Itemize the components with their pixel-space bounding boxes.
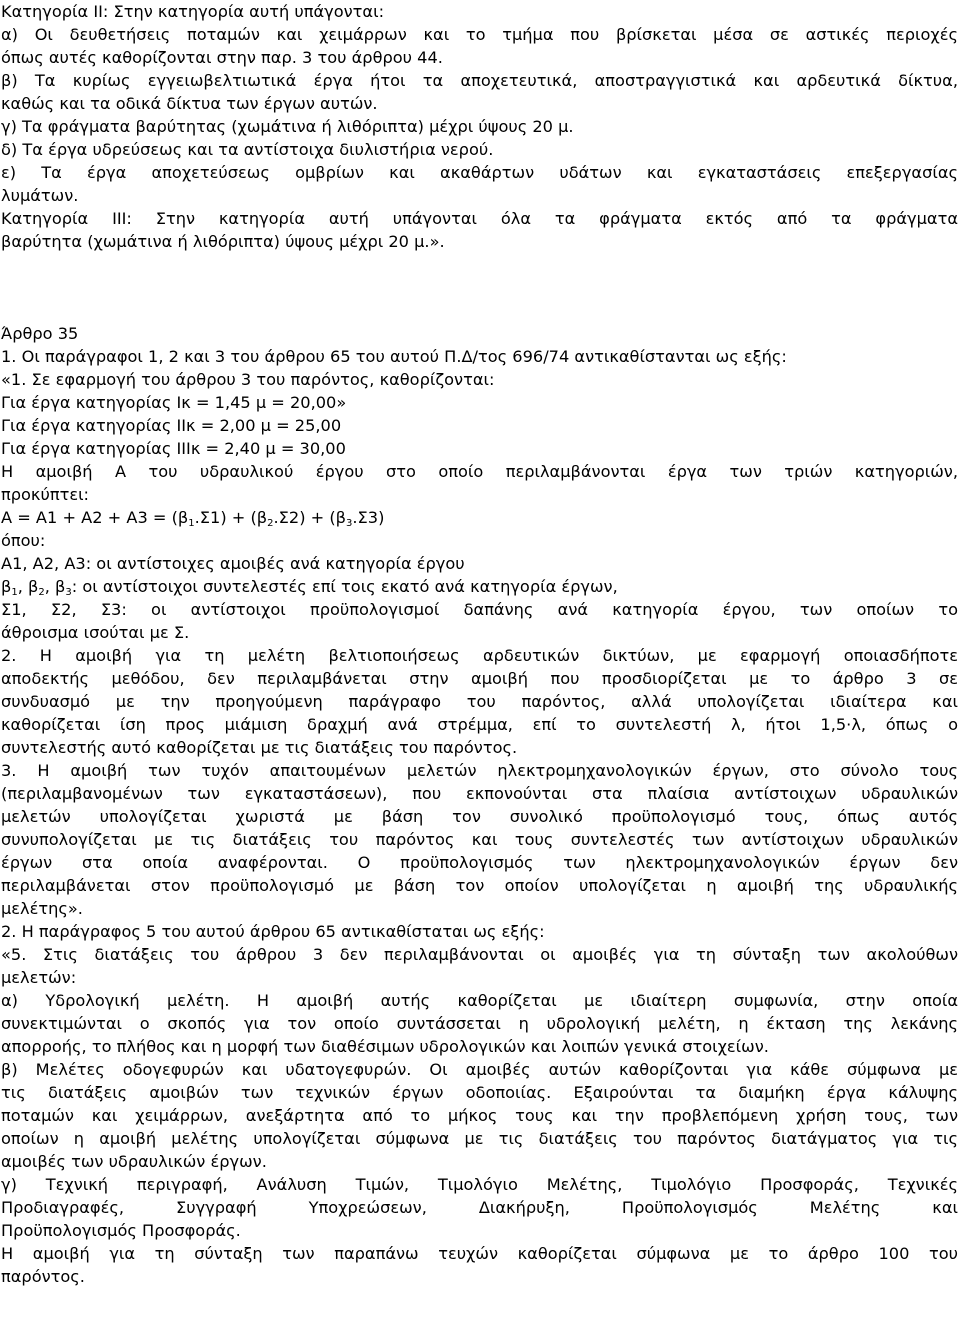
text-line: περιλαμβάνεται στον προϋπολογισμό με βάση τον οποίον υπολογίζεται η αμοιβή της υδραυλικής	[1, 876, 958, 895]
text-line: Προδιαγραφές, Συγγραφή Υποχρεώσεων, Διακήρυξη, Προϋπολογισμός Μελέτης και	[1, 1198, 958, 1217]
text-line: ε) Τα έργα αποχετεύσεως ομβρίων και ακαθάρτων υδάτων και εγκαταστάσεις επεξεργασίας	[1, 163, 958, 182]
text-line: 3. Η αμοιβή των τυχόν απαιτουμένων μελετών ηλεκτρομηχανολογικών έργων, στο σύνολο τους	[1, 761, 958, 780]
text-line: συνεκτιμώνται ο σκοπός για τον οποίο συντάσσεται η υδρολογική μελέτη, η έκταση της λεκάνης	[1, 1014, 958, 1033]
text-line: (περιλαμβανομένων των εγκαταστάσεων), που εκπονούνται στα πλαίσια αντίστοιχων υδραυλικών	[1, 784, 958, 803]
text-line: Κατηγορία ΙΙΙ: Στην κατηγορία αυτή υπάγονται όλα τα φράγματα εκτός από τα φράγματα	[1, 209, 958, 228]
text-line: 1. Οι παράγραφοι 1, 2 και 3 του άρθρου 65 του αυτού Π.Δ/τος 696/74 αντικαθίστανται ως εξής:	[1, 347, 787, 366]
text-line: Η αμοιβή Α του υδραυλικού έργου στο οποίο περιλαμβάνονται έργα των τριών κατηγοριών,	[1, 462, 958, 481]
text-line: βαρύτητα (χωμάτινα ή λιθόριπτα) ύψους μέχρι 20 μ.».	[1, 232, 445, 251]
text-line: Σ1, Σ2, Σ3: οι αντίστοιχοι προϋπολογισμοί δαπάνης ανά κατηγορία έργου, των οποίων το	[1, 600, 958, 619]
text-line: α) Οι δευθετήσεις ποταμών και χειμάρρων και το τμήμα που βρίσκεται μέσα σε αστικές περιοχές	[1, 25, 958, 44]
text-line: Για έργα κατηγορίας ΙΙΙκ = 2,40 μ = 30,00	[1, 439, 346, 458]
text-line: έργων στα οποία αναφέρονται. Ο προϋπολογισμός των ηλεκτρομηχανολογικών έργων δεν	[1, 853, 958, 872]
text-line: Για έργα κατηγορίας ΙΙκ = 2,00 μ = 25,00	[1, 416, 342, 435]
text-line: προκύπτει:	[1, 485, 90, 504]
text-line: 2. Η αμοιβή για τη μελέτη βελτιοποιήσεως αρδευτικών δικτύων, με εφαρμογή οποιασδήποτε	[1, 646, 958, 665]
text-line: γ) Τεχνική περιγραφή, Ανάλυση Τιμών, Τιμολόγιο Μελέτης, Τιμολόγιο Προσφοράς, Τεχνικές	[1, 1175, 958, 1194]
text-line: Η αμοιβή για τη σύνταξη των παραπάνω τευχών καθορίζεται σύμφωνα με το άρθρο 100 του	[1, 1244, 958, 1263]
text-line: β) Μελέτες οδογεφυρών και υδατογεφυρών. Οι αμοιβές αυτών καθορίζονται για κάθε σύμφωνα με	[1, 1060, 958, 1079]
formula-line: $A = A1 + A2 + A3 = (\beta_1.\Sigma 1) + (\beta_2.\Sigma 2) + (\beta_3.\Sigma 3)$	[1, 508, 385, 529]
text-line: καθορίζεται ίση προς μιάμιση δραχμή ανά στρέμμα, επί το συντελεστή λ, ήτοι 1,5·λ, όπως ο	[1, 715, 958, 734]
text-line: «5. Στις διατάξεις του άρθρου 3 δεν περιλαμβάνονται οι αμοιβές για τη σύνταξη των ακολούθων	[1, 945, 958, 964]
text-line: γ) Τα φράγματα βαρύτητας (χωμάτινα ή λιθόριπτα) μέχρι ύψους 20 μ.	[1, 117, 574, 136]
text-line: όπου:	[1, 531, 46, 550]
text-line: Για έργα κατηγορίας Ικ = 1,45 μ = 20,00»	[1, 393, 347, 412]
text-line: ποταμών και χειμάρρων, ανεξάρτητα από το μήκος τους και την προβλεπόμενη χρήση τους, των	[1, 1106, 958, 1125]
text-line: μελετών:	[1, 968, 77, 987]
text-line: αποδεκτής μεθόδου, δεν περιλαμβάνεται στην αμοιβή που προσδιορίζεται με το άρθρο 3 σε	[1, 669, 958, 688]
coefficients-line: $\beta_1$, $\beta_2$, $\beta_3$: οι αντίστοιχοι συντελεστές επί τοις εκατό ανά κατηγορία έργων,	[1, 577, 618, 598]
text-line: οποίων η αμοιβή μελέτης υπολογίζεται σύμφωνα με τις διατάξεις του παρόντος διατάγματος για τις	[1, 1129, 958, 1148]
text-line: δ) Τα έργα υδρεύσεως και τα αντίστοιχα διυλιστήρια νερού.	[1, 140, 494, 159]
text-line: άθροισμα ισούται με Σ.	[1, 623, 190, 642]
text-line: Α1, Α2, Α3: οι αντίστοιχες αμοιβές ανά κατηγορία έργου	[1, 554, 465, 573]
text-line: συνυπολογίζεται με τις διατάξεις του παρόντος και τους συντελεστές των αντίστοιχων υδραυλικών	[1, 830, 958, 849]
text-line: απορροής, το πλήθος και η μορφή των διαθέσιμων υδρολογικών και λοιπών γενικά στοιχείων.	[1, 1037, 769, 1056]
text-line: Κατηγορία ΙΙ: Στην κατηγορία αυτή υπάγονται:	[1, 2, 385, 21]
text-line: τις διατάξεις αμοιβών των τεχνικών έργων οδοποιίας. Εξαιρούνται τα διαμήκη έργα κάλυψης	[1, 1083, 958, 1102]
text-line: όπως αυτές καθορίζονται στην παρ. 3 του άρθρου 44.	[1, 48, 443, 67]
text-line: συντελεστής αυτό καθορίζεται με τις διατάξεις του παρόντος.	[1, 738, 518, 757]
text-line: «1. Σε εφαρμογή του άρθρου 3 του παρόντος, καθορίζονται:	[1, 370, 495, 389]
text-line: αμοιβές των υδραυλικών έργων.	[1, 1152, 267, 1171]
text-line: α) Υδρολογική μελέτη. Η αμοιβή αυτής καθορίζεται με ιδιαίτερη συμφωνία, στην οποία	[1, 991, 958, 1010]
text-line: καθώς και τα οδικά δίκτυα των έργων αυτών.	[1, 94, 378, 113]
text-line: β) Τα κυρίως εγγειωβελτιωτικά έργα ήτοι τα αποχετευτικά, αποστραγγιστικά και αρδευτικά δίκτυα,	[1, 71, 958, 90]
text-line: 2. Η παράγραφος 5 του αυτού άρθρου 65 αντικαθίσταται ως εξής:	[1, 922, 545, 941]
article-heading: Άρθρο 35	[1, 324, 79, 343]
text-line: λυμάτων.	[1, 186, 79, 205]
text-line: συνδυασμό με την προηγούμενη παράγραφο του παρόντος, αλλά υπολογίζεται ιδιαίτερα και	[1, 692, 958, 711]
text-line: μελέτης».	[1, 899, 83, 918]
text-line: παρόντος.	[1, 1267, 85, 1286]
text-line: Προϋπολογισμός Προσφοράς.	[1, 1221, 241, 1240]
text-line: μελετών υπολογίζεται χωριστά με βάση τον συνολικό προϋπολογισμό τους, όπως αυτός	[1, 807, 958, 826]
